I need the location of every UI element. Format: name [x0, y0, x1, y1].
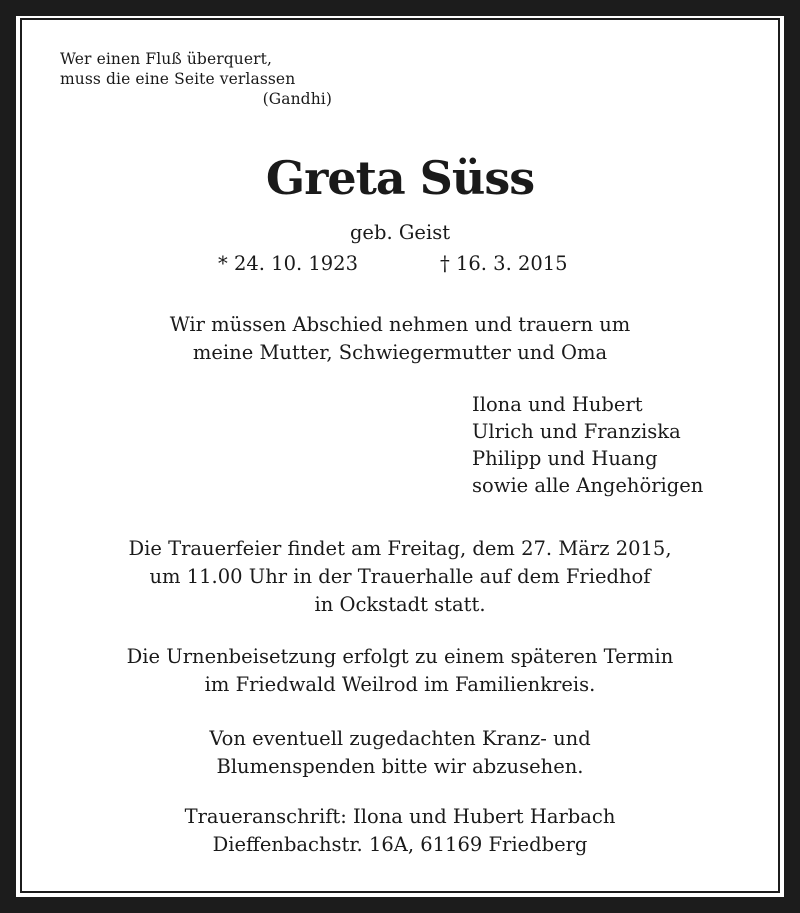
mourner-entry: Ulrich und Franziska	[472, 420, 681, 443]
funeral-info	[0, 535, 800, 619]
announcement-text	[0, 311, 800, 367]
motto-line-1: Wer einen Fluß überquert,	[60, 50, 272, 68]
urn-line-1: Die Urnenbeisetzung erfolgt zu einem späteren Termin	[126, 645, 674, 668]
flowers-note	[0, 725, 800, 781]
urn-line-2: im Friedwald Weilrod im Familienkreis.	[204, 673, 596, 696]
birth-date: * 24. 10. 1923	[218, 252, 358, 275]
funeral-line-3: in Ockstadt statt.	[314, 593, 486, 616]
flowers-line-1: Von eventuell zugedachten Kranz- und	[209, 727, 591, 750]
mourners-list	[472, 391, 703, 499]
mourner-entry: sowie alle Angehörigen	[472, 474, 704, 497]
motto-quote	[60, 49, 332, 109]
address-line-2: Dieffenbachstr. 16A, 61169 Friedberg	[212, 833, 588, 856]
death-date: † 16. 3. 2015	[440, 252, 568, 275]
flowers-line-2: Blumenspenden bitte wir abzusehen.	[216, 755, 584, 778]
deceased-name: Greta Süss	[265, 151, 535, 205]
funeral-line-1: Die Trauerfeier findet am Freitag, dem 27. März 2015,	[128, 537, 672, 560]
maiden-name: geb. Geist	[349, 221, 451, 244]
announcement-line-2: meine Mutter, Schwiegermutter und Oma	[192, 341, 608, 364]
mourner-entry: Ilona und Hubert	[472, 393, 643, 416]
funeral-line-2: um 11.00 Uhr in der Trauerhalle auf dem Friedhof	[149, 565, 651, 588]
mourner-entry: Philipp und Huang	[472, 447, 658, 470]
address-line-1: Traueranschrift: Ilona und Hubert Harbach	[184, 805, 616, 828]
motto-author: (Gandhi)	[262, 90, 332, 108]
announcement-line-1: Wir müssen Abschied nehmen und trauern um	[169, 313, 631, 336]
urn-burial-info	[0, 643, 800, 699]
mourning-address	[0, 803, 800, 859]
motto-line-2: muss die eine Seite verlassen	[60, 70, 296, 88]
